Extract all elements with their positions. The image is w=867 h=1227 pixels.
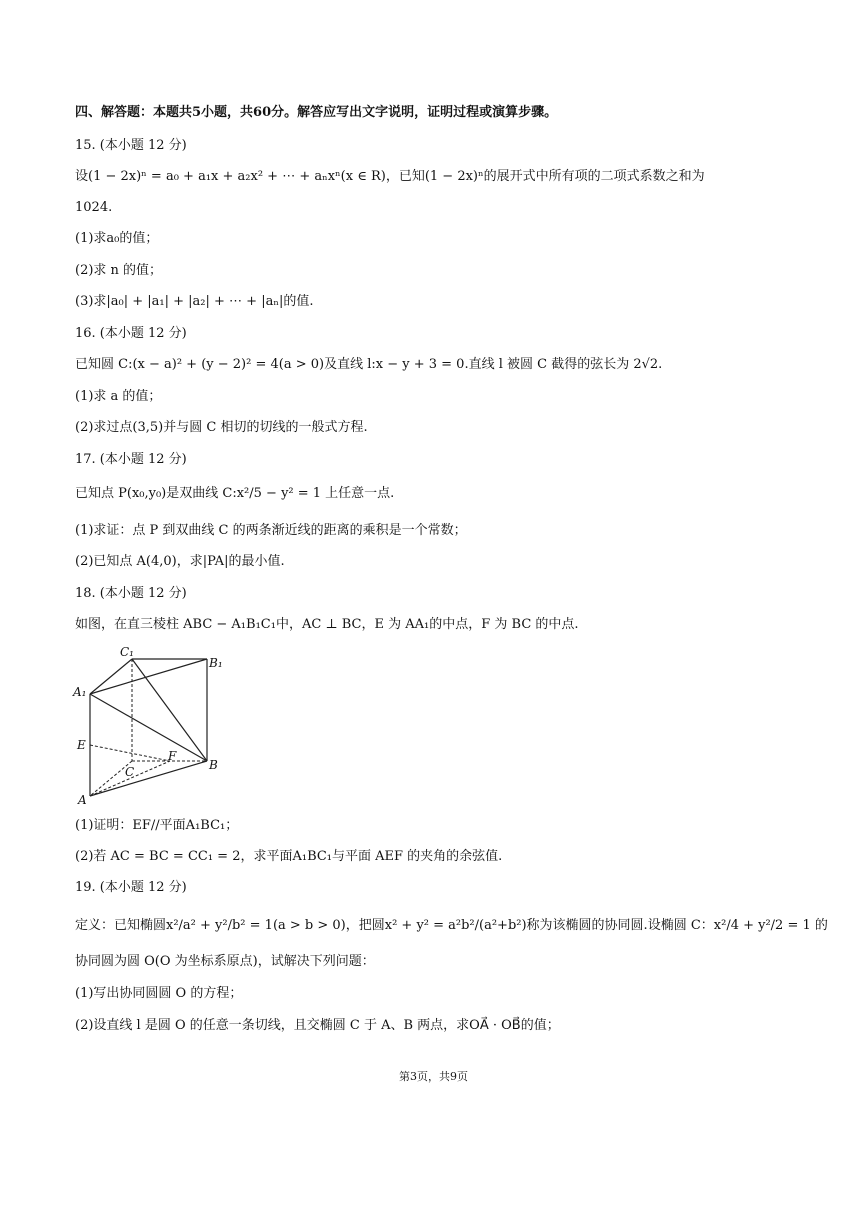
- problem-17-part-1: (1)求证：点 P 到双曲线 C 的两条渐近线的距离的乘积是一个常数；: [75, 523, 467, 538]
- problem-16-stem: 已知圆 C:(x − a)² + (y − 2)² = 4(a > 0)及直线 l:x − y + 3 = 0.直线 l 被圆 C 截得的弦长为 2√2.: [75, 357, 663, 372]
- edge-a1-b1: [90, 659, 207, 694]
- problem-15-part-3: (3)求|a₀| + |a₁| + |a₂| + ⋯ + |aₙ|的值.: [75, 294, 314, 309]
- page-footer: 第3页，共9页: [399, 1070, 468, 1083]
- problem-18-part-2: (2)若 AC = BC = CC₁ = 2，求平面A₁BC₁与平面 AEF 的夹角的余弦值.: [75, 849, 503, 864]
- prism-diagram: [70, 640, 235, 810]
- edge-c1-b: [132, 659, 207, 761]
- problem-18-header: 18. (本小题 12 分): [75, 586, 187, 601]
- problem-19-stem-line-1: 定义：已知椭圆x²/a² + y²/b² = 1(a > b > 0)，把圆x² + y² = a²b²/(a²+b²)称为该椭圆的协同圆.设椭圆 C：x²/4 + y²/2 = 1 的: [75, 918, 828, 933]
- edge-c1-a1: [90, 659, 132, 694]
- label-c1: C₁: [120, 645, 134, 659]
- label-b1: B₁: [209, 656, 223, 670]
- problem-17-header: 17. (本小题 12 分): [75, 452, 187, 467]
- problem-19-stem-line-2: 协同圆为圆 O(O 为坐标系原点)，试解决下列问题：: [75, 954, 375, 969]
- label-f: F: [168, 749, 177, 763]
- problem-18-stem: 如图，在直三棱柱 ABC − A₁B₁C₁中，AC ⊥ BC，E 为 AA₁的中点，F 为 BC 的中点.: [75, 617, 579, 632]
- edge-a1-b: [90, 694, 207, 761]
- problem-18-part-1: (1)证明：EF//平面A₁BC₁；: [75, 818, 239, 833]
- problem-16-part-1: (1)求 a 的值；: [75, 389, 162, 404]
- edge-a-b: [90, 761, 207, 796]
- problem-17-part-2: (2)已知点 A(4,0)，求|PA|的最小值.: [75, 554, 285, 569]
- problem-15-header: 15. (本小题 12 分): [75, 138, 187, 153]
- label-e: E: [77, 738, 86, 752]
- problem-15-part-2: (2)求 n 的值；: [75, 263, 163, 278]
- problem-15-part-1: (1)求a₀的值；: [75, 231, 159, 246]
- problem-15-stem-line-1: 设(1 − 2x)ⁿ = a₀ + a₁x + a₂x² + ⋯ + aₙxⁿ(x ∈ R)，已知(1 − 2x)ⁿ的展开式中所有项的二项式系数之和为: [75, 169, 705, 184]
- problem-16-part-2: (2)求过点(3,5)并与圆 C 相切的切线的一般式方程.: [75, 420, 368, 435]
- problem-19-header: 19. (本小题 12 分): [75, 880, 187, 895]
- prism-figure: [70, 640, 235, 810]
- problem-19-part-2: (2)设直线 l 是圆 O 的任意一条切线，且交椭圆 C 于 A、B 两点，求OA⃗ · OB⃗的值；: [75, 1018, 560, 1033]
- problem-19-part-1: (1)写出协同圆圆 O 的方程；: [75, 986, 243, 1001]
- problem-16-header: 16. (本小题 12 分): [75, 326, 187, 341]
- edge-e-f: [90, 745, 170, 761]
- label-a1: A₁: [73, 685, 87, 699]
- problem-17-stem: 已知点 P(x₀,y₀)是双曲线 C:x²/5 − y² = 1 上任意一点.: [75, 486, 395, 501]
- label-c: C: [125, 765, 135, 779]
- label-a: A: [78, 793, 87, 807]
- section-heading: 四、解答题：本题共5小题，共60分。解答应写出文字说明，证明过程或演算步骤。: [75, 105, 558, 120]
- problem-15-stem-line-2: 1024.: [75, 200, 113, 215]
- label-b: B: [209, 758, 218, 772]
